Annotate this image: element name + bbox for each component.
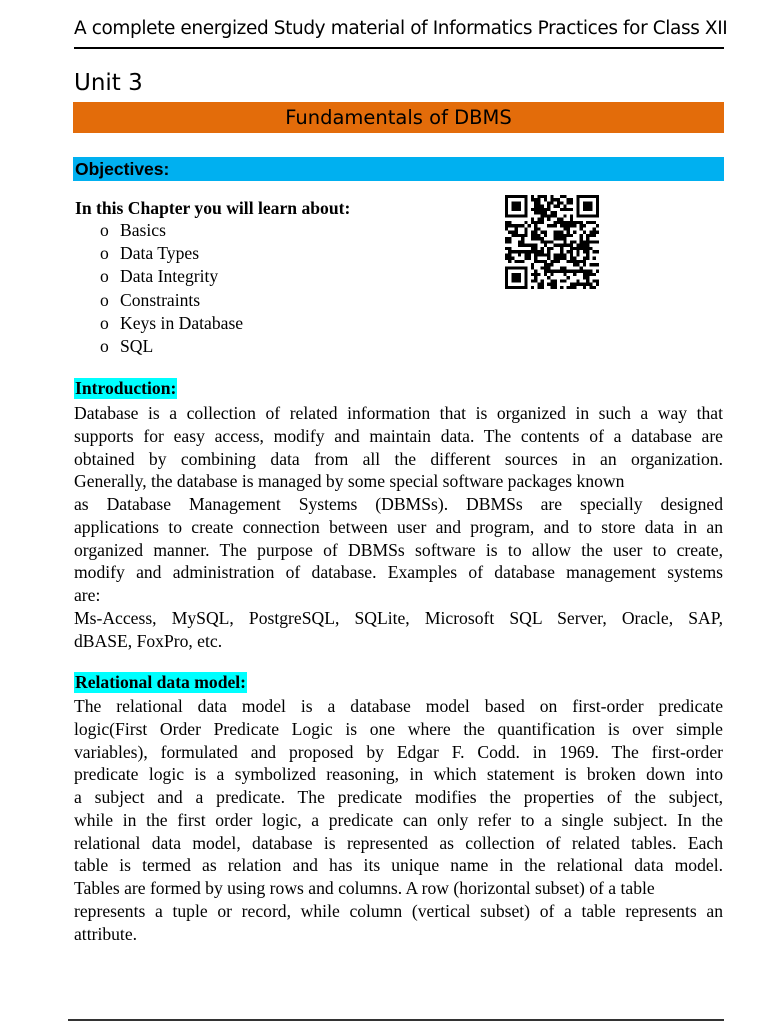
introduction-paragraph: Database is a collection of related information that is organized in such a way that supports for easy access, modify and maintain data. The contents of a database are obtained by combining data from all the different sources in an organization. Generally, the database is managed by some special software packages known as Database Management Systems (DBMSs). DBMSs are specially designed applications to create connection between user and program, and to store data in an organized manner. The purpose of DBMSs software is to allow the user to create, modify and administration of database. Examples of database management systems are: Ms-Access, MySQL, PostgreSQL, SQLite, Microsoft SQL Server, Oracle, SAP, dBASE, FoxPro, etc.	[74, 403, 723, 651]
bullet-icon: o	[100, 220, 109, 240]
objectives-intro: In this Chapter you will learn about:	[75, 198, 351, 218]
list-item: o Data Types	[100, 243, 200, 264]
bullet-icon: o	[100, 266, 109, 287]
unit-label: Unit 3	[74, 70, 143, 96]
list-item: o Constraints	[100, 289, 201, 310]
list-item: o Basics	[100, 220, 166, 240]
bullet-icon: o	[100, 312, 109, 333]
header-divider	[74, 47, 724, 49]
chapter-title: Fundamentals of DBMS	[73, 102, 724, 133]
objectives-list	[100, 219, 243, 358]
relational-model-heading: Relational data model:	[75, 672, 247, 692]
relational-model-paragraph: The relational data model is a database model based on first-order predicate logic(First Order Predicate Logic is one where the quantification is over simple variables), formulated and proposed by Edgar F. Codd. in 1969. The first-order predicate logic is a symbolized reasoning, in which statement is broken down into a subject and a predicate. The predicate modifies the properties of the subject, while in the first order logic, a predicate can only refer to a single subject. In the relational data model, database is represented as collection of related tables. Each table is termed as relation and has its unique name in the relational data model. Tables are formed by using rows and columns. A row (horizontal subset) of a table represents a tuple or record, while column (vertical subset) of a table represents an attribute.	[74, 696, 723, 944]
objectives-heading: Objectives:	[73, 157, 724, 181]
introduction-heading: Introduction:	[75, 378, 177, 398]
list-item: o Data Integrity	[100, 266, 219, 287]
footer-divider	[68, 1019, 724, 1021]
running-header: A complete energized Study material of Informatics Practices for Class XII	[74, 18, 728, 39]
bullet-icon: o	[100, 243, 109, 264]
bullet-icon: o	[100, 289, 109, 310]
list-item: o SQL	[100, 335, 154, 356]
qr-code-icon[interactable]	[505, 195, 599, 289]
list-item: o Keys in Database	[100, 312, 244, 333]
bullet-icon: o	[100, 335, 109, 356]
